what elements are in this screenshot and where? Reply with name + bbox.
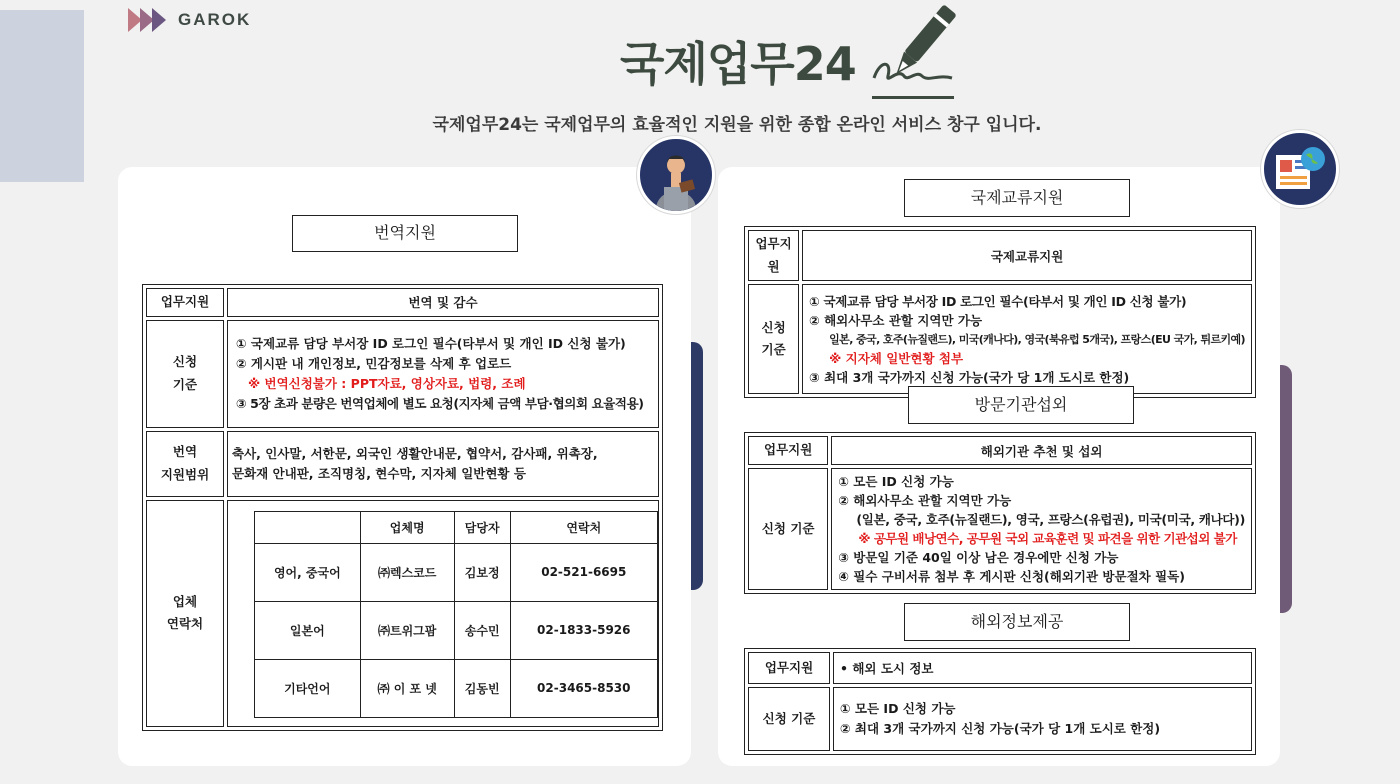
left-panel-tab	[691, 342, 703, 590]
table-row: 기타언어 ㈜ 이 포 넷 김동빈 02-3465-8530	[255, 659, 658, 717]
pen-signature-icon	[868, 4, 960, 106]
table-row	[146, 500, 659, 727]
corner-decoration	[0, 10, 84, 182]
table-row	[748, 436, 1252, 465]
list-item: ② 최대 3개 국가까지 신청 가능(국가 당 1개 도시로 한정)	[840, 721, 1161, 736]
table-row	[748, 687, 1252, 751]
list-item: ① 모든 ID 신청 가능	[838, 474, 954, 489]
work-label: 업무지원	[748, 652, 830, 684]
table-row: 일본어 ㈜트위그팜 송수민 02-1833-5926	[255, 601, 658, 659]
scope-label: 번역 지원범위	[146, 431, 224, 497]
work-label: 업무지원	[748, 230, 799, 281]
table-row	[146, 288, 659, 317]
visit-section-title: 방문기관섭외	[908, 386, 1134, 424]
work-label: 업무지원	[146, 288, 224, 317]
contacts-table	[254, 511, 658, 718]
work-label: 업무지원	[748, 436, 828, 465]
translation-table	[142, 284, 663, 731]
criteria-label: 신청 기준	[748, 284, 799, 394]
list-item: ① 모든 ID 신청 가능	[840, 701, 956, 716]
criteria-label: 신청 기준	[146, 320, 224, 428]
list-item: ② 해외사무소 관할 지역만 가능	[809, 312, 983, 328]
list-item: ※ 지자체 일반현황 첨부	[829, 350, 964, 366]
criteria-list	[802, 284, 1252, 394]
reader-avatar-icon	[637, 136, 715, 214]
list-item: ① 국제교류 담당 부서장 ID 로그인 필수(타부서 및 개인 ID 신청 불가)	[236, 335, 626, 351]
info-section-title: 해외정보제공	[904, 603, 1130, 641]
contacts-cell	[227, 500, 659, 727]
info-table	[744, 648, 1256, 755]
table-row	[748, 468, 1252, 590]
table-row	[748, 230, 1252, 281]
list-item: ③ 5장 초과 분량은 번역업체에 별도 요청(지자체 금액 부담·협의회 요율적용)	[236, 395, 644, 411]
criteria-list	[833, 687, 1252, 751]
criteria-list	[227, 320, 659, 428]
list-item: ② 게시판 내 개인정보, 민감정보를 삭제 후 업로드	[236, 355, 512, 371]
globe-newspaper-icon	[1261, 130, 1339, 208]
work-value: 번역 및 감수	[227, 288, 659, 317]
list-item: ① 국제교류 담당 부서장 ID 로그인 필수(타부서 및 개인 ID 신청 불가)	[809, 293, 1187, 309]
list-item: ③ 최대 3개 국가까지 신청 가능(국가 당 1개 도시로 한정)	[809, 369, 1130, 385]
work-value: 해외기관 추천 및 섭외	[831, 436, 1252, 465]
table-row	[146, 320, 659, 428]
table-row: 업체명 담당자 연락처	[255, 511, 658, 543]
contacts-label: 업체 연락처	[146, 500, 224, 727]
scope-text: 축사, 인사말, 서한문, 외국인 생활안내문, 협약서, 감사패, 위촉장, 문화재 안내판, 조직명칭, 현수막, 지자체 일반현황 등	[227, 431, 659, 497]
table-row	[748, 284, 1252, 394]
visit-table	[744, 432, 1256, 594]
brand-name: GAROK	[178, 10, 252, 29]
work-value: • 해외 도시 정보	[833, 652, 1252, 684]
list-item: ④ 필수 구비서류 첨부 후 게시판 신청(해외기관 방문절차 필독)	[838, 569, 1185, 584]
table-row	[146, 431, 659, 497]
translation-section-title: 번역지원	[292, 215, 518, 252]
page-title: 국제업무24	[620, 37, 856, 91]
criteria-label: 신청 기준	[748, 468, 828, 590]
list-item: ② 해외사무소 관할 지역만 가능	[838, 493, 1012, 508]
table-row: 영어, 중국어 ㈜렉스코드 김보정 02-521-6695	[255, 543, 658, 601]
list-item: (일본, 중국, 호주(뉴질랜드), 영국, 프랑스(유럽권), 미국(미국, 캐나다))	[856, 512, 1245, 527]
right-panel-tab	[1280, 365, 1292, 613]
list-item: ※ 공무원 배낭연수, 공무원 국외 교육훈련 및 파견을 위한 기관섭외 불가	[858, 531, 1237, 546]
exchange-table	[744, 226, 1256, 398]
brand-logo[interactable]	[128, 8, 251, 32]
exchange-section-title: 국제교류지원	[904, 179, 1130, 217]
work-value: 국제교류지원	[802, 230, 1252, 281]
criteria-list	[831, 468, 1252, 590]
list-item: ③ 방문일 기준 40일 이상 남은 경우에만 신청 가능	[838, 550, 1119, 565]
criteria-label: 신청 기준	[748, 687, 830, 751]
list-item: ※ 번역신청불가 : PPT자료, 영상자료, 법령, 조례	[248, 375, 526, 391]
list-item: 일본, 중국, 호주(뉴질랜드), 미국(캐나다), 영국(북유럽 5개국), 프랑스(EU 국가, 튀르키예)	[829, 332, 1245, 346]
chevron-logo-icon	[128, 8, 164, 32]
page-subtitle: 국제업무24는 국제업무의 효율적인 지원을 위한 종합 온라인 서비스 창구 입니다.	[432, 115, 1042, 135]
table-row	[748, 652, 1252, 684]
